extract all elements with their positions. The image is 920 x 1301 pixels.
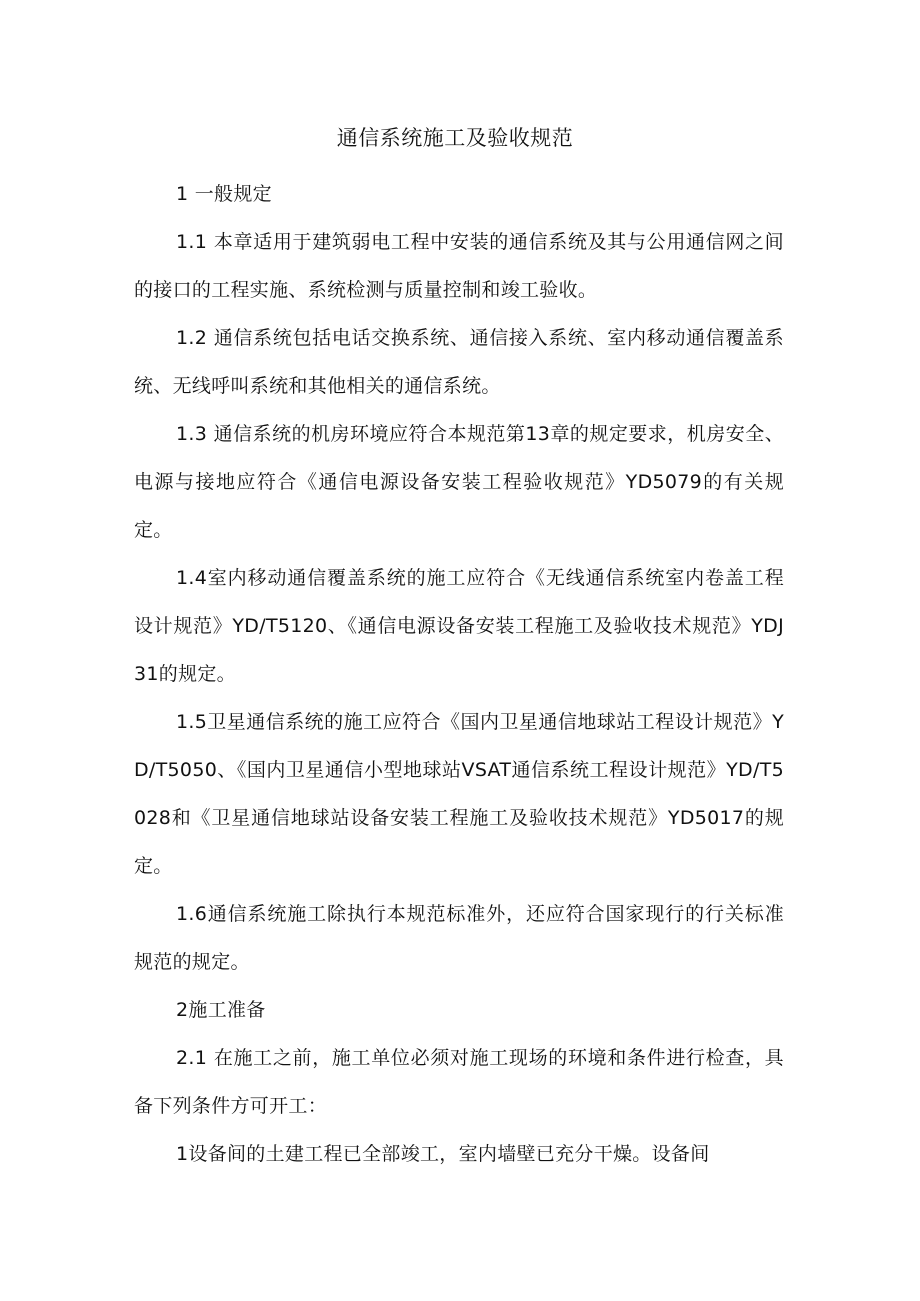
clause-1-6: 1.6通信系统施工除执行本规范标准外，还应符合国家现行的行关标准规范的规定。 [134, 903, 784, 973]
clause-1-2: 1.2 通信系统包括电话交换系统、通信接入系统、室内移动通信覆盖系统、无线呼叫系统和其他相关的通信系统。 [134, 327, 784, 397]
clause-1-3: 1.3 通信系统的机房环境应符合本规范第13章的规定要求，机房安全、电源与接地应符合《通信电源设备安装工程验收规范》YD5079的有关规定。 [134, 423, 784, 541]
document-title: 通信系统施工及验收规范 [336, 126, 574, 150]
document-body [134, 170, 784, 1178]
clause-1-5: 1.5卫星通信系统的施工应符合《国内卫星通信地球站工程设计规范》YD/T5050、《国内卫星通信小型地球站VSAT通信系统工程设计规范》YD/T5028和《卫星通信地球站设备安装工程施工及验收技术规范》YD5017的规定。 [134, 711, 784, 877]
section-heading-2: 2施工准备 [176, 999, 266, 1021]
clause-1-1: 1.1 本章适用于建筑弱电工程中安装的通信系统及其与公用通信网之间的接口的工程实施、系统检测与质量控制和竣工验收。 [134, 231, 784, 301]
clause-2-1: 2.1 在施工之前，施工单位必须对施工现场的环境和条件进行检查，具备下列条件方可开工： [134, 1047, 784, 1117]
clause-2-1-item-1: 1设备间的土建工程已全部竣工，室内墙壁已充分干燥。设备间 [176, 1143, 710, 1165]
clause-1-4: 1.4室内移动通信覆盖系统的施工应符合《无线通信系统室内卷盖工程设计规范》YD/T5120、《通信电源设备安装工程施工及验收技术规范》YDJ31的规定。 [134, 567, 784, 685]
section-heading-1: 1 一般规定 [176, 183, 272, 205]
